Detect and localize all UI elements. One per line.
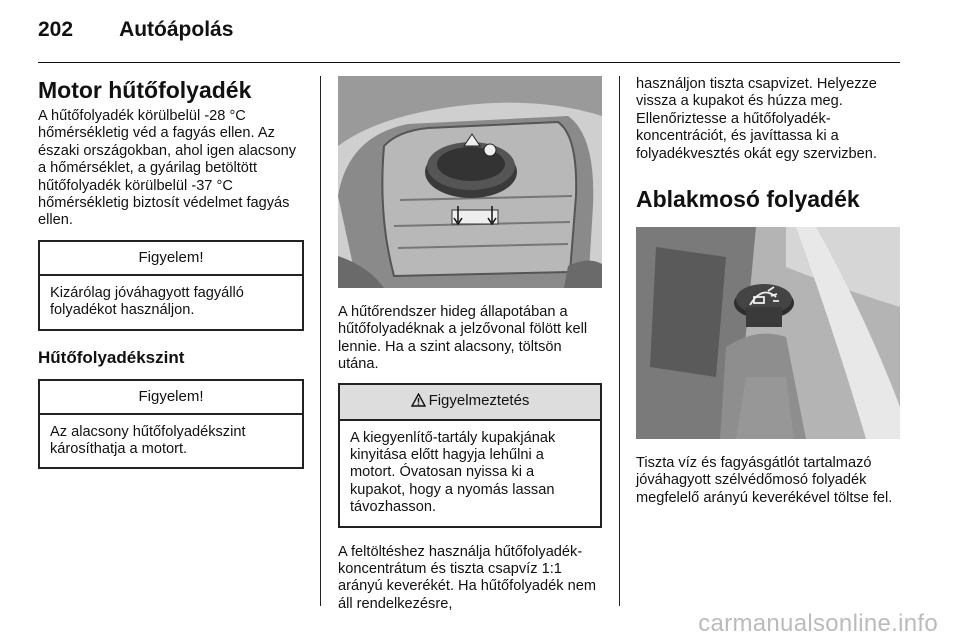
column-divider: [320, 76, 321, 606]
column-divider: [619, 76, 620, 606]
page-header: [38, 18, 233, 42]
warning-text: A kiegyenlítő-tartály kupakjának kinyitása előtt hagyja lehűlni a motort. Óvatosan nyissa ki a kupakot, hogy a nyomás lassan távozhasson.: [350, 429, 556, 516]
caution-heading: Figyelem!: [40, 242, 302, 276]
refill-paragraph: A feltöltéshez használja hűtőfolyadék-koncentrátum és tiszta csapvíz 1:1 arányú keverékét. Ha hűtőfolyadék nem áll rendelkezésre,: [338, 543, 596, 612]
column-1: [38, 76, 304, 469]
caution-text: Az alacsony hűtőfolyadékszint károsíthatja a motort.: [50, 423, 246, 458]
warning-box: [338, 383, 602, 528]
section-title: Autóápolás: [119, 18, 234, 41]
washer-reservoir-illustration: [636, 227, 900, 439]
continuation-paragraph: használjon tiszta csapvizet. Helyezze vissza a kupakot és húzza meg. Ellenőriztesse a hűtőfolyadék-koncentrációt, és javíttassa ki a folyadékvesztés okát egy szervizben.: [636, 76, 877, 162]
watermark: carmanualsonline.info: [698, 610, 938, 637]
intro-paragraph: A hűtőfolyadék körülbelül -28 °C hőmérsékletig véd a fagyás ellen. Az északi országokban, ahol igen alacsony a hőmérséklet, a gyárilag betöltött hűtőfolyadék körülbelül -37 °C hőmérsékletig biztosít védelmet fagyás ellen.: [38, 108, 296, 229]
page-number: 202: [38, 18, 74, 41]
section-heading: Motor hűtőfolyadék: [38, 77, 252, 103]
coolant-reservoir-illustration: [338, 76, 602, 288]
column-2: [338, 76, 602, 613]
caution-box: [38, 240, 304, 331]
washer-paragraph: Tiszta víz és fagyásgátlót tartalmazó jóváhagyott szélvédőmosó folyadék megfelelő arányú keverékével töltse fel.: [636, 455, 893, 506]
warning-heading-bar: [340, 385, 600, 421]
coolant-reservoir-photo: [338, 76, 602, 288]
header-rule: [38, 62, 900, 63]
warning-triangle-icon: [411, 393, 426, 411]
warning-heading: Figyelmeztetés: [428, 391, 530, 409]
subsection-heading: Hűtőfolyadékszint: [38, 347, 185, 367]
level-paragraph: A hűtőrendszer hideg állapotában a hűtőfolyadéknak a jelzővonal fölött kell lennie. Ha a szint alacsony, töltsön utána.: [338, 304, 588, 373]
caution-text: Kizárólag jóváhagyott fagyálló folyadékot használjon.: [50, 284, 244, 319]
washer-reservoir-photo: [636, 227, 900, 439]
caution-box: [38, 379, 304, 470]
column-3: [636, 76, 902, 507]
caution-heading: Figyelem!: [40, 381, 302, 415]
section-heading: Ablakmosó folyadék: [636, 186, 860, 213]
